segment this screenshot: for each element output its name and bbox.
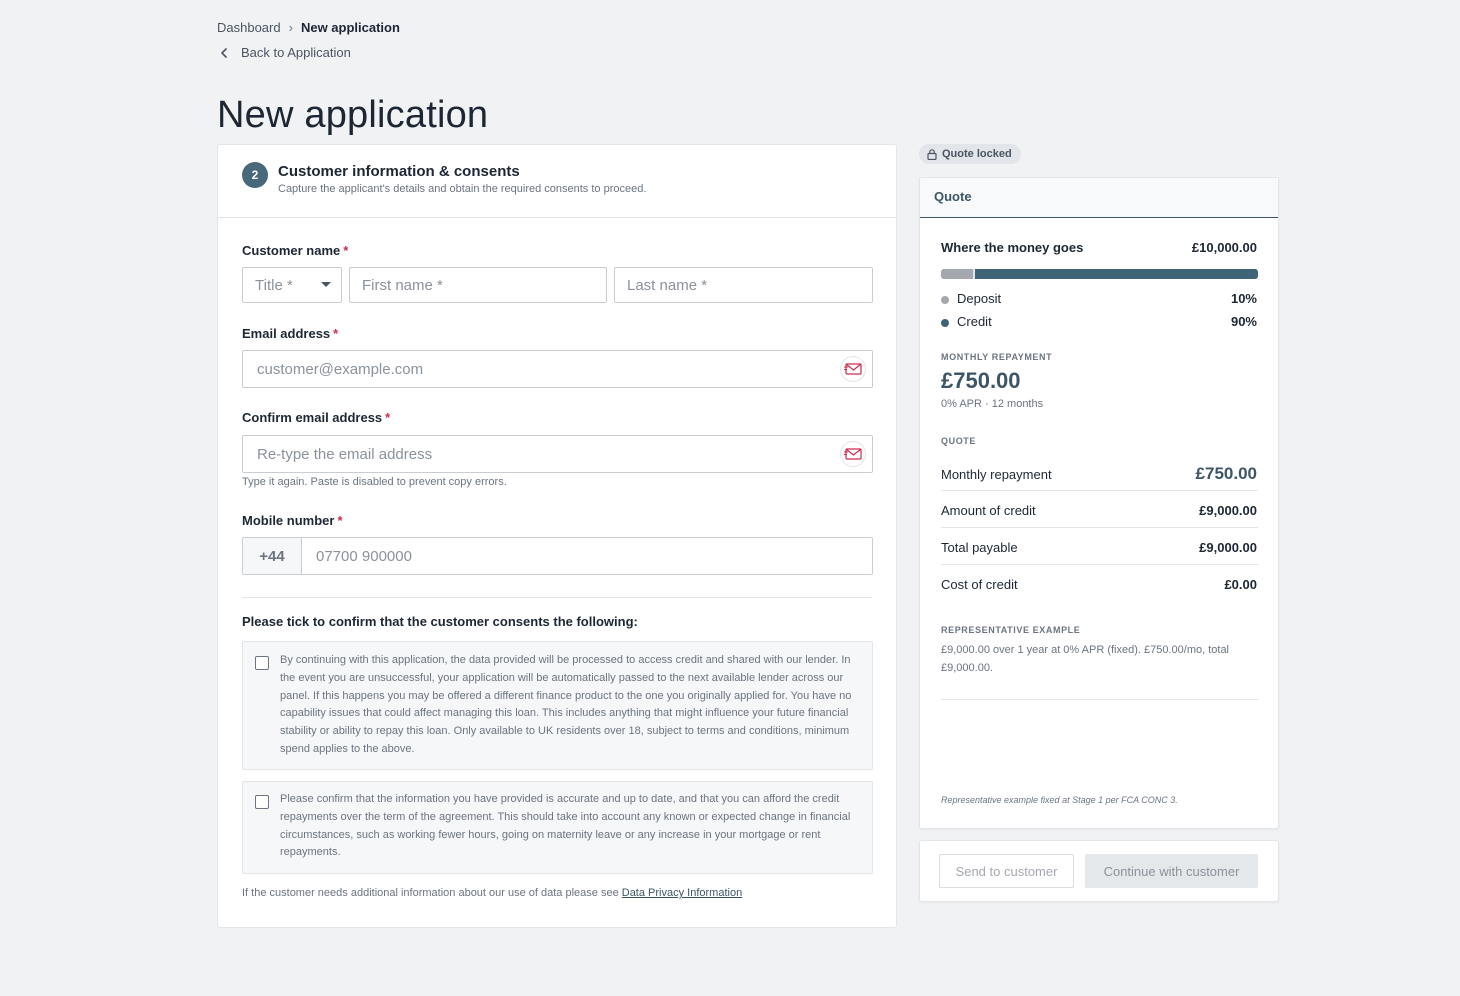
deposit-bar-segment (941, 269, 973, 279)
deposit-label: Deposit (957, 291, 1002, 306)
credit-bar-segment (975, 269, 1258, 279)
quote-eyebrow: QUOTE (941, 436, 977, 446)
quote-row-value: £0.00 (1224, 577, 1257, 592)
quote-row-value: £750.00 (1195, 464, 1257, 483)
row-divider (941, 490, 1258, 491)
breadcrumb-current: New application (300, 20, 400, 35)
quote-row-label: Cost of credit (941, 577, 1018, 592)
row-divider (941, 699, 1258, 700)
representative-footnote: Representative example fixed at Stage 1 per FCA CONC 3. (941, 795, 1178, 805)
form-title: Customer information & consents (278, 163, 520, 180)
quote-locked-badge: Quote locked (919, 144, 1021, 164)
chevron-left-icon (219, 48, 229, 58)
money-total: £10,000.00 (1191, 240, 1257, 255)
consent-text: Please confirm that the information you have provided is accurate and up to date, and that you can afford the credit repayments over the term of the agreement. This should take into account any known or expected change in financial circumstances, such as working fewer hours, going on maternity leave or any increase in your mortgage or rent repayments. (280, 793, 851, 859)
credit-label: Credit (957, 314, 992, 329)
deposit-percent: 10% (1230, 291, 1257, 306)
breadcrumb (217, 20, 400, 35)
consent-title: Please tick to confirm that the customer consents the following: (242, 614, 638, 629)
consent-checkbox-affordability[interactable] (255, 795, 269, 809)
consent-box-data-sharing (242, 641, 873, 770)
email-input[interactable]: customer@example.com (242, 350, 873, 388)
email-label: Email address * (242, 326, 339, 341)
quote-row-label: Total payable (941, 540, 1018, 555)
title-select[interactable]: Title * (242, 267, 342, 303)
money-split-bar (941, 269, 1258, 279)
back-link-label: Back to Application (241, 45, 351, 60)
confirm-email-input[interactable]: Re-type the email address (242, 435, 873, 473)
credit-dot (941, 319, 949, 327)
quote-row-value: £9,000.00 (1199, 540, 1257, 555)
breadcrumb-dashboard-link[interactable]: Dashboard (217, 20, 281, 35)
quote-row-cost (941, 577, 1257, 592)
mail-icon[interactable] (840, 356, 866, 382)
country-code-prefix: +44 (243, 538, 302, 574)
mobile-input[interactable]: +44 07700 900000 (242, 537, 873, 575)
customer-form-card (217, 144, 897, 928)
quote-row-value: £9,000.00 (1199, 503, 1257, 518)
mobile-label: Mobile number * (242, 513, 343, 528)
form-subtitle: Capture the applicant's details and obtain the required consents to proceed. (278, 183, 647, 195)
lock-icon (927, 149, 937, 160)
monthly-repayment-terms: 0% APR · 12 months (941, 398, 1044, 410)
last-name-input[interactable]: Last name * (614, 267, 873, 303)
consent-text: By continuing with this application, the data provided will be processed to access credit and shared with our lender. In the event you are unsuccessful, your application will be automatically passed to the next available lender across our panel. If this happens you may be offered a different finance product to the one you originally applied for. You have no capability issues that could affect managing this loan. This includes anything that might influence your future financial stability or ability to repay this loan. Only available to UK residents over 18, subject to terms and conditions, minimum spend applies to the above. (280, 654, 852, 755)
quote-row-label: Monthly repayment (941, 466, 1052, 482)
form-header (218, 145, 896, 218)
consent-box-affordability (242, 781, 873, 874)
credit-percent: 90% (1230, 314, 1257, 329)
quote-card (919, 177, 1279, 829)
monthly-repayment-amount: £750.00 (941, 368, 1021, 393)
credit-row (941, 314, 1257, 329)
breadcrumb-separator: › (288, 20, 293, 35)
chevron-down-icon (321, 282, 331, 287)
confirm-email-label: Confirm email address * (242, 410, 391, 425)
customer-name-label: Customer name * (242, 243, 349, 258)
money-title: Where the money goes (941, 240, 1084, 255)
section-divider (242, 597, 872, 598)
data-privacy-link[interactable]: Data Privacy Information (621, 887, 743, 899)
quote-row-credit (941, 503, 1257, 518)
back-link[interactable] (219, 45, 351, 60)
quote-row-monthly (941, 462, 1257, 486)
confirm-email-hint: Type it again. Paste is disabled to prevent copy errors. (242, 476, 507, 488)
privacy-note: If the customer needs additional information about our use of data please see Data Privacy Information (242, 887, 743, 899)
representative-example-text: £9,000.00 over 1 year at 0% APR (fixed). £750.00/mo, total £9,000.00. (941, 644, 1230, 674)
deposit-row (941, 291, 1257, 306)
actions-card (919, 840, 1279, 902)
deposit-dot (941, 296, 949, 304)
money-breakdown-header (941, 240, 1257, 255)
monthly-repayment-eyebrow: MONTHLY REPAYMENT (941, 352, 1053, 362)
step-badge: 2 (242, 162, 268, 188)
page-title: New application (217, 94, 489, 136)
row-divider (941, 527, 1258, 528)
consent-checkbox-data-sharing[interactable] (255, 656, 269, 670)
row-divider (941, 564, 1258, 565)
representative-example-eyebrow: REPRESENTATIVE EXAMPLE (941, 625, 1081, 635)
continue-with-customer-button[interactable]: Continue with customer (1085, 854, 1258, 888)
mail-icon[interactable] (840, 441, 866, 467)
send-to-customer-button[interactable]: Send to customer (939, 854, 1074, 888)
tab-quote[interactable]: Quote (920, 178, 1278, 218)
first-name-input[interactable]: First name * (349, 267, 607, 303)
quote-row-total (941, 540, 1257, 555)
quote-row-label: Amount of credit (941, 503, 1036, 518)
